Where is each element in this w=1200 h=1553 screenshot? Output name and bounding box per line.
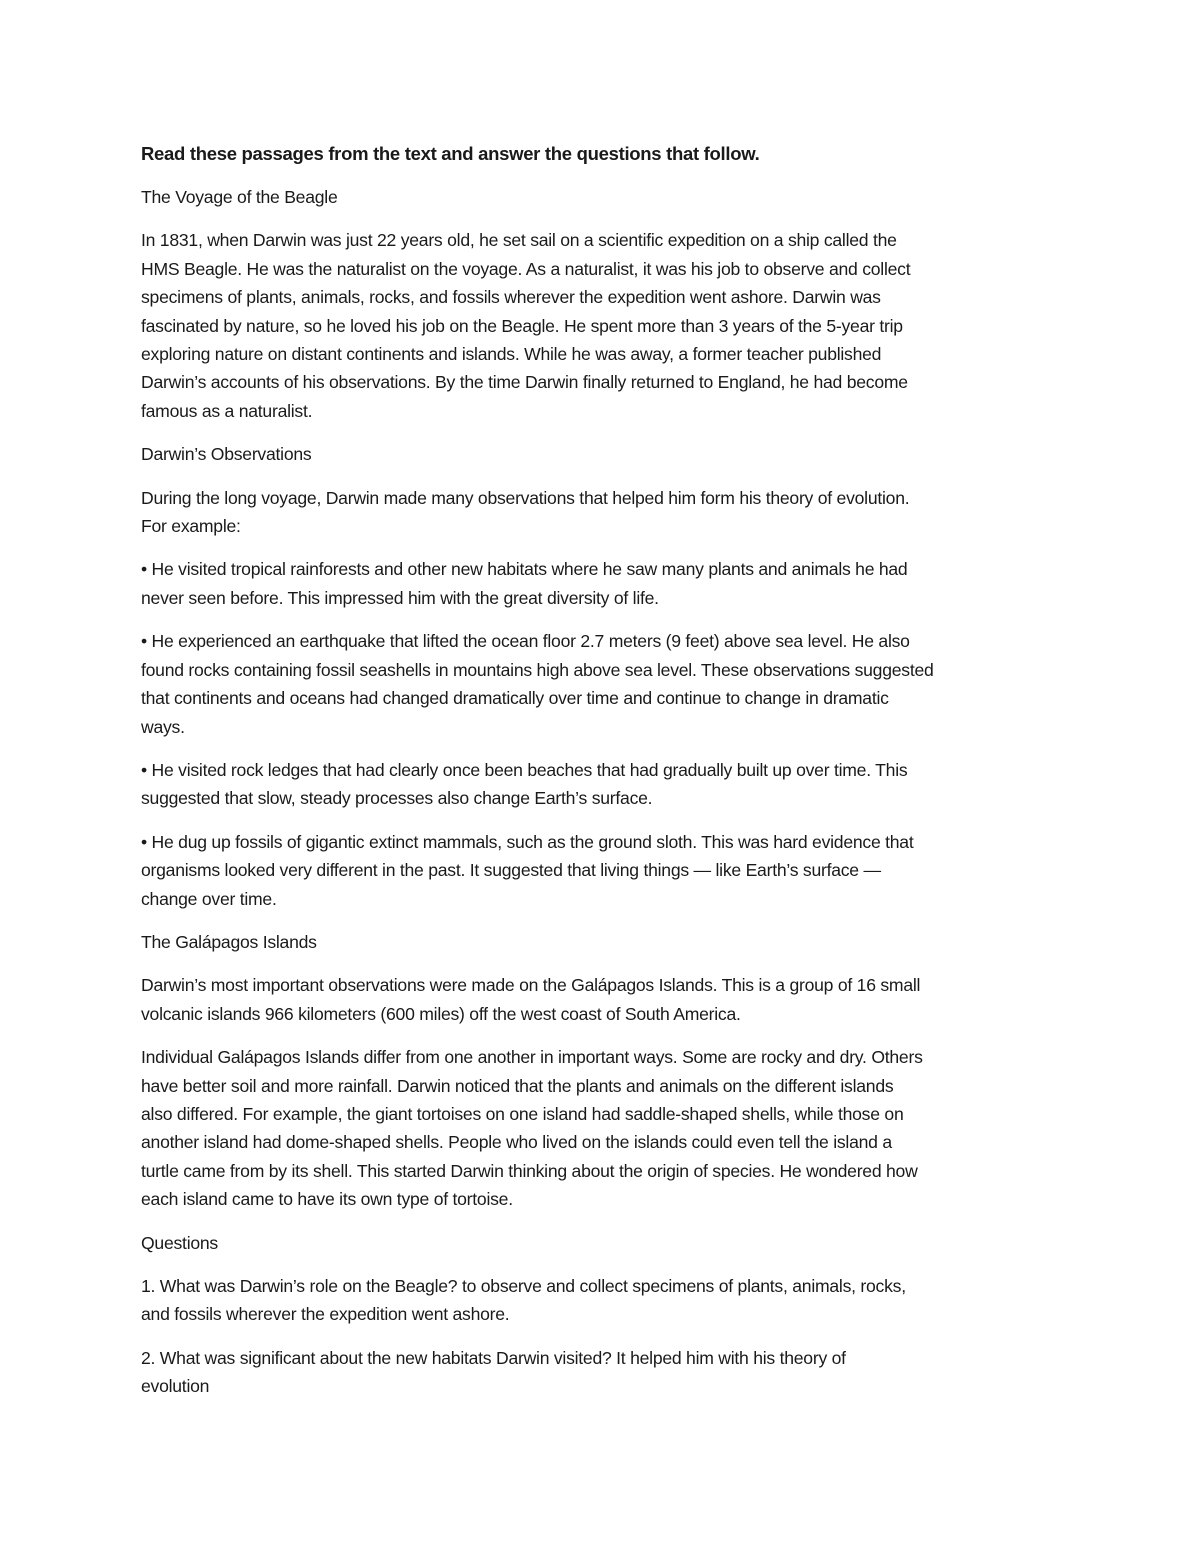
text-line: HMS Beagle. He was the naturalist on the voyage. As a naturalist, it was his job to observe and collect xyxy=(141,258,911,279)
paragraph xyxy=(141,555,1061,612)
text-line: evolution xyxy=(141,1376,210,1397)
text-line: In 1831, when Darwin was just 22 years old, he set sail on a scientific expedition on a ship called the xyxy=(141,230,897,251)
paragraph xyxy=(141,226,1061,425)
paragraph xyxy=(141,828,1061,913)
text-line: famous as a naturalist. xyxy=(141,400,313,421)
text-line: fascinated by nature, so he loved his job on the Beagle. He spent more than 3 years of the 5-year trip xyxy=(141,315,903,336)
text-line: • He visited tropical rainforests and other new habitats where he saw many plants and animals he had xyxy=(141,559,908,580)
text-line: • He dug up fossils of gigantic extinct mammals, such as the ground sloth. This was hard evidence that xyxy=(141,831,914,852)
text-line: specimens of plants, animals, rocks, and fossils wherever the expedition went ashore. Darwin was xyxy=(141,287,881,308)
text-line: For example: xyxy=(141,516,241,537)
text-line: • He experienced an earthquake that lifted the ocean floor 2.7 meters (9 feet) above sea level. He also xyxy=(141,631,910,652)
text-line: never seen before. This impressed him with the great diversity of life. xyxy=(141,587,659,608)
section-heading: The Voyage of the Beagle xyxy=(141,187,338,207)
paragraph xyxy=(141,627,1061,741)
text-line: have better soil and more rainfall. Darwin noticed that the plants and animals on the different islands xyxy=(141,1075,894,1096)
text-line: found rocks containing fossil seashells in mountains high above sea level. These observations suggested xyxy=(141,659,934,680)
paragraph xyxy=(141,484,1061,541)
instruction-heading: Read these passages from the text and answer the questions that follow. xyxy=(141,143,760,164)
text-line: turtle came from by its shell. This started Darwin thinking about the origin of species. He wondered how xyxy=(141,1160,918,1181)
text-line: suggested that slow, steady processes also change Earth’s surface. xyxy=(141,788,653,809)
text-line: organisms looked very different in the past. It suggested that living things — like Earth’s surface — xyxy=(141,860,881,881)
paragraph xyxy=(141,1344,1061,1401)
text-line: and fossils wherever the expedition went ashore. xyxy=(141,1304,510,1325)
text-line: another island had dome-shaped shells. People who lived on the islands could even tell the island a xyxy=(141,1132,892,1153)
text-line: Individual Galápagos Islands differ from one another in important ways. Some are rocky and dry. Others xyxy=(141,1047,923,1068)
paragraph xyxy=(141,1043,1061,1213)
paragraph xyxy=(141,756,1061,813)
text-line: During the long voyage, Darwin made many observations that helped him form his theory of evolution. xyxy=(141,487,910,508)
paragraph xyxy=(141,971,1061,1028)
text-line: that continents and oceans had changed dramatically over time and continue to change in dramatic xyxy=(141,688,889,709)
section-heading: Darwin’s Observations xyxy=(141,444,312,465)
document-page xyxy=(141,140,1061,1416)
text-line: volcanic islands 966 kilometers (600 miles) off the west coast of South America. xyxy=(141,1003,741,1024)
text-line: ways. xyxy=(141,716,185,737)
paragraph xyxy=(141,1272,1061,1329)
text-line: Darwin’s accounts of his observations. By the time Darwin finally returned to England, he had become xyxy=(141,372,908,393)
text-line: Darwin’s most important observations were made on the Galápagos Islands. This is a group of 16 small xyxy=(141,975,921,996)
section-heading: Questions xyxy=(141,1232,218,1253)
text-line: 1. What was Darwin’s role on the Beagle? to observe and collect specimens of plants, animals, rocks, xyxy=(141,1276,906,1296)
text-line: • He visited rock ledges that had clearly once been beaches that had gradually built up over time. This xyxy=(141,759,908,780)
text-line: change over time. xyxy=(141,888,277,909)
text-line: also differed. For example, the giant tortoises on one island had saddle-shaped shells, while those on xyxy=(141,1103,904,1124)
section-heading: The Galápagos Islands xyxy=(141,931,317,952)
document-body xyxy=(141,183,1061,1401)
text-line: each island came to have its own type of tortoise. xyxy=(141,1189,513,1210)
text-line: 2. What was significant about the new habitats Darwin visited? It helped him with his theory of xyxy=(141,1347,846,1368)
text-line: exploring nature on distant continents and islands. While he was away, a former teacher published xyxy=(141,344,882,365)
